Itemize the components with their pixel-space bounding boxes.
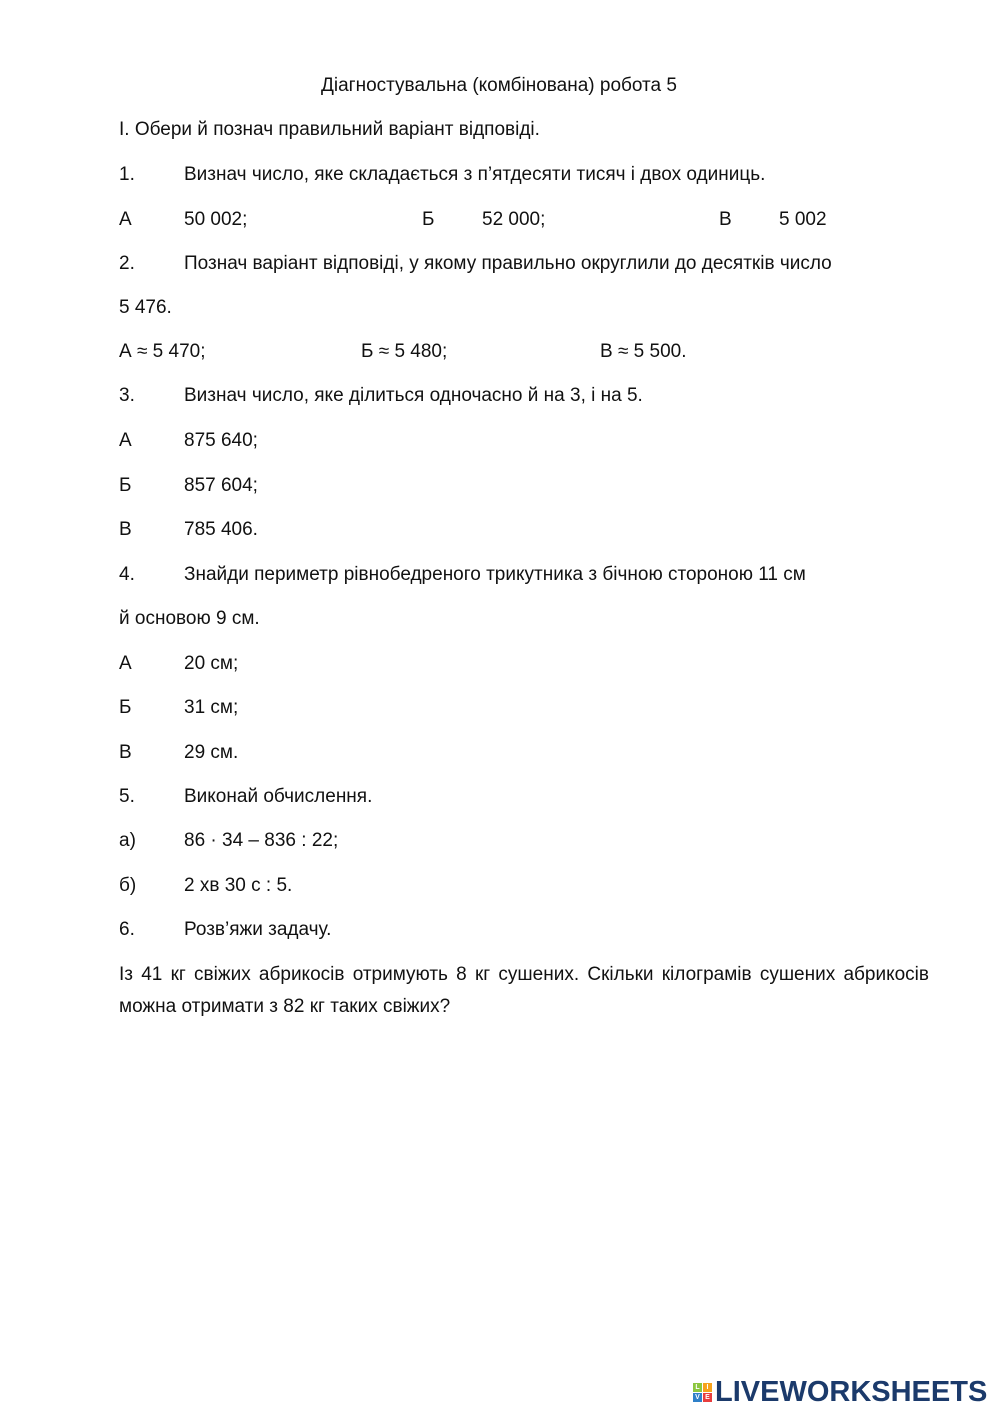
- logo-text: LIVEWORKSHEETS: [715, 1376, 988, 1408]
- q6-problem: Із 41 кг свіжих абрикосів отримують 8 кг сушених. Скільки кілограмів сушених абрикосів можна отримати з 82 кг таких свіжих?: [119, 964, 929, 1017]
- q2-option-a: А ≈ 5 470;: [119, 341, 206, 362]
- q4-option-c-letter: В: [119, 742, 132, 763]
- q4-text: Знайди периметр рівнобедреного трикутника з бічною стороною 11 см: [184, 564, 806, 585]
- q5-item-a-letter: а): [119, 830, 136, 851]
- q3-text: Визнач число, яке ділиться одночасно й на 3, і на 5.: [184, 385, 643, 406]
- q4-option-c: 29 см.: [184, 742, 239, 763]
- q6-text: Розв’яжи задачу.: [184, 919, 332, 940]
- q1-option-b: 52 000;: [482, 209, 546, 230]
- q4-option-b-letter: Б: [119, 697, 132, 718]
- page-title: Діагностувальна (комбінована) робота 5: [321, 75, 677, 96]
- q1-option-a: 50 002;: [184, 209, 248, 230]
- logo-letter: I: [703, 1383, 712, 1392]
- liveworksheets-logo: [693, 1376, 987, 1409]
- live-squares-icon: [693, 1383, 712, 1402]
- q3-option-b: 857 604;: [184, 475, 258, 496]
- q3-option-a: 875 640;: [184, 430, 258, 451]
- q2-number: 2.: [119, 253, 135, 274]
- q2-option-c: В ≈ 5 500.: [600, 341, 687, 362]
- q5-item-a: 86 · 34 – 836 : 22;: [184, 830, 339, 851]
- q3-number: 3.: [119, 385, 135, 406]
- q4-option-a: 20 см;: [184, 653, 239, 674]
- q1-number: 1.: [119, 164, 135, 185]
- q2-text-cont: 5 476.: [119, 297, 172, 318]
- q6-number: 6.: [119, 919, 135, 940]
- q5-item-b: 2 хв 30 с : 5.: [184, 875, 293, 896]
- q1-option-c-letter: В: [719, 209, 732, 230]
- q2-option-b: Б ≈ 5 480;: [361, 341, 448, 362]
- q1-option-b-letter: Б: [422, 209, 435, 230]
- q1-option-c: 5 002: [779, 209, 827, 230]
- q4-text-cont: й основою 9 см.: [119, 608, 260, 629]
- q4-option-b: 31 см;: [184, 697, 239, 718]
- logo-letter: V: [693, 1393, 702, 1402]
- q3-option-b-letter: Б: [119, 475, 132, 496]
- q5-number: 5.: [119, 786, 135, 807]
- q5-text: Виконай обчислення.: [184, 786, 373, 807]
- section-heading: І. Обери й познач правильний варіант відповіді.: [119, 119, 540, 140]
- q5-item-b-letter: б): [119, 875, 137, 896]
- q2-text: Познач варіант відповіді, у якому правильно округлили до десятків число: [184, 253, 832, 274]
- q3-option-c: 785 406.: [184, 519, 258, 540]
- q4-number: 4.: [119, 564, 135, 585]
- q3-option-a-letter: А: [119, 430, 132, 451]
- q4-option-a-letter: А: [119, 653, 132, 674]
- logo-letter: E: [703, 1393, 712, 1402]
- logo-letter: L: [693, 1383, 702, 1392]
- q3-option-c-letter: В: [119, 519, 132, 540]
- q1-option-a-letter: А: [119, 209, 132, 230]
- q1-text: Визнач число, яке складається з п’ятдесяти тисяч і двох одиниць.: [184, 164, 766, 185]
